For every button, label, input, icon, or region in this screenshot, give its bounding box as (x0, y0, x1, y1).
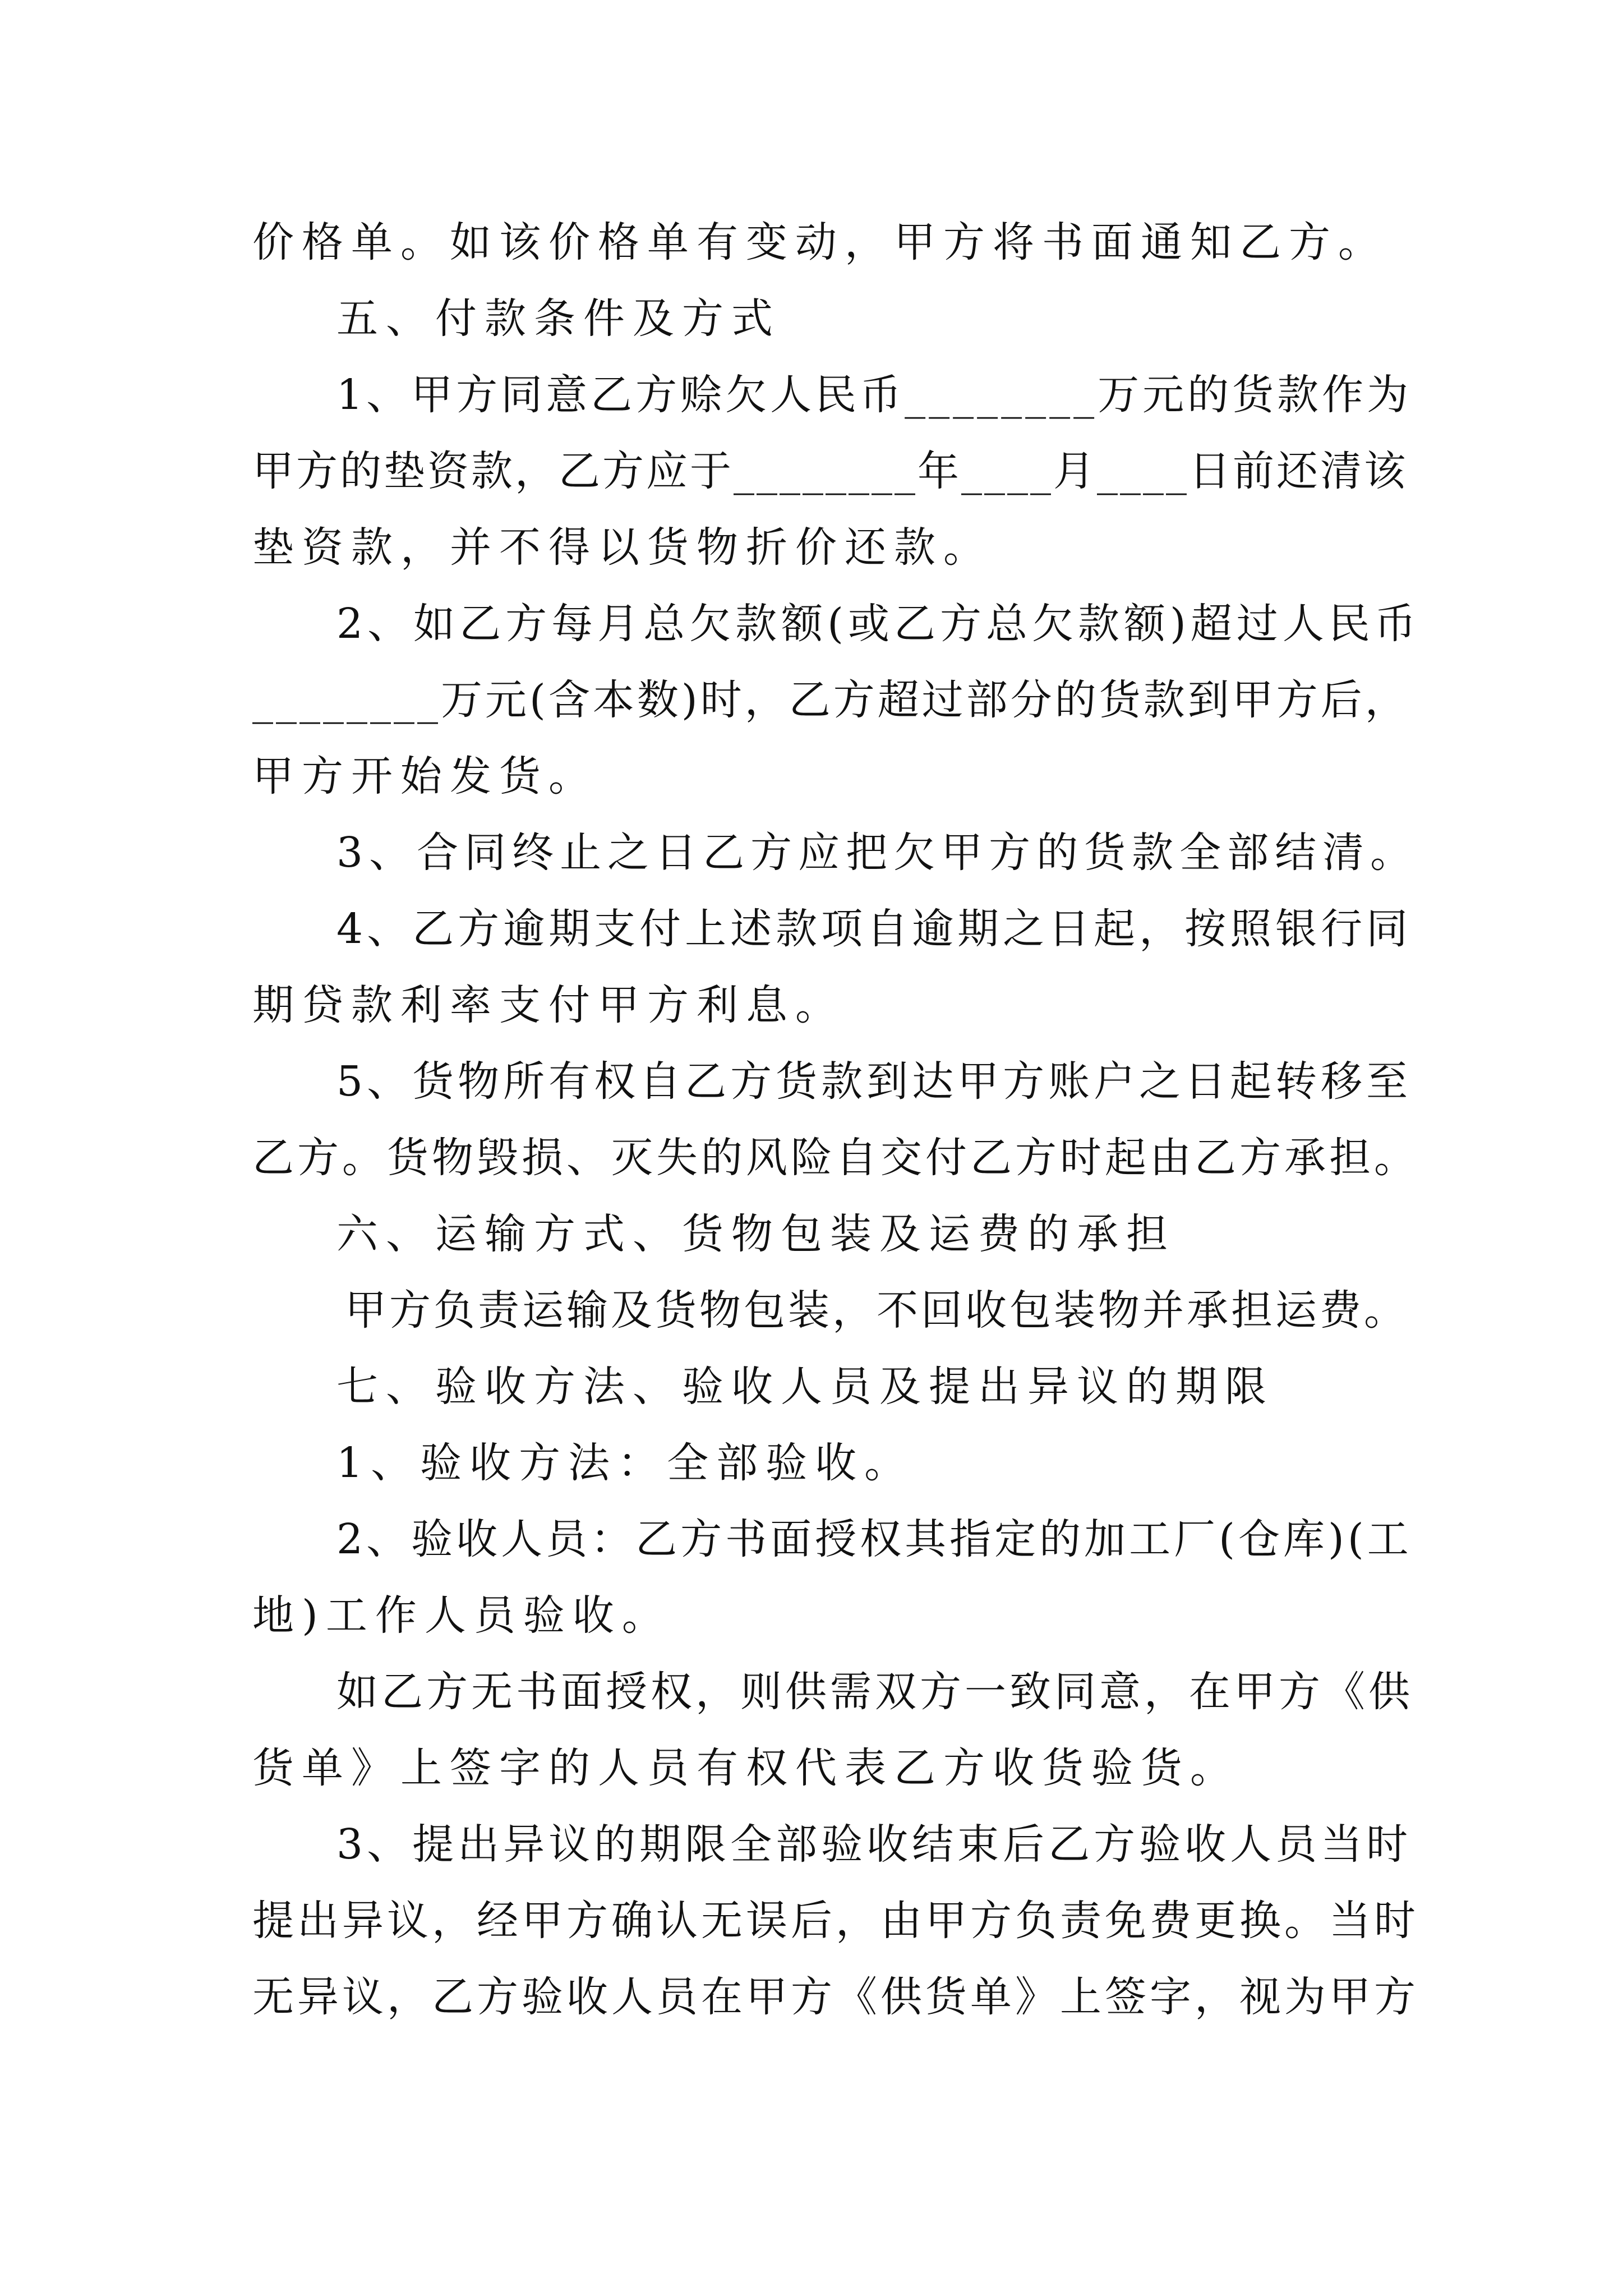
paragraph-line: 价格单。如该价格单有变动，甲方将书面通知乙方。 (252, 218, 1387, 266)
paragraph-line: ________万元(含本数)时，乙方超过部分的货款到甲方后， (252, 676, 1409, 724)
paragraph-line: 2、验收人员：乙方书面授权其指定的加工厂(仓库)(工 (336, 1515, 1412, 1563)
paragraph-line: 期贷款利率支付甲方利息。 (252, 981, 845, 1029)
paragraph-line: 无异议，乙方验收人员在甲方《供货单》上签字，视为甲方 (252, 1973, 1419, 2021)
paragraph-line: 3、合同终止之日乙方应把欠甲方的货款全部结清。 (336, 829, 1418, 877)
paragraph-line: 如乙方无书面授权，则供需双方一致同意，在甲方《供 (336, 1668, 1413, 1716)
paragraph-line: 甲方的垫资款，乙方应于________年____月____日前还清该 (252, 447, 1408, 495)
section-heading: 六、运输方式、货物包装及运费的承担 (336, 1210, 1175, 1258)
paragraph-line: 4、乙方逾期支付上述款项自逾期之日起，按照银行同 (336, 905, 1412, 953)
paragraph-line: 3、提出异议的期限全部验收结束后乙方验收人员当时 (336, 1820, 1412, 1869)
paragraph-line: 提出异议，经甲方确认无误后，由甲方负责免费更换。当时 (252, 1897, 1419, 1945)
paragraph-line: 5、货物所有权自乙方货款到达甲方账户之日起转移至 (336, 1057, 1412, 1106)
paragraph-line: 甲方负责运输及货物包装，不回收包装物并承担运费。 (345, 1286, 1408, 1335)
paragraph-line: 垫资款，并不得以货物折价还款。 (252, 523, 993, 572)
paragraph-line: 甲方开始发货。 (252, 752, 598, 800)
paragraph-line: 2、如乙方每月总欠款额(或乙方总欠款额)超过人民币 (336, 600, 1421, 648)
paragraph-line: 乙方。货物毁损、灭失的风险自交付乙方时起由乙方承担。 (252, 1134, 1419, 1182)
paragraph-line: 1、验收方法：全部验收。 (336, 1439, 914, 1487)
paragraph-line: 1、甲方同意乙方赊欠人民币________万元的货款作为 (336, 371, 1412, 419)
paragraph-line: 地)工作人员验收。 (252, 1591, 671, 1640)
section-heading: 五、付款条件及方式 (336, 295, 781, 343)
section-heading: 七、验收方法、验收人员及提出异议的期限 (336, 1363, 1274, 1411)
paragraph-line: 货单》上签字的人员有权代表乙方收货验货。 (252, 1744, 1239, 1792)
